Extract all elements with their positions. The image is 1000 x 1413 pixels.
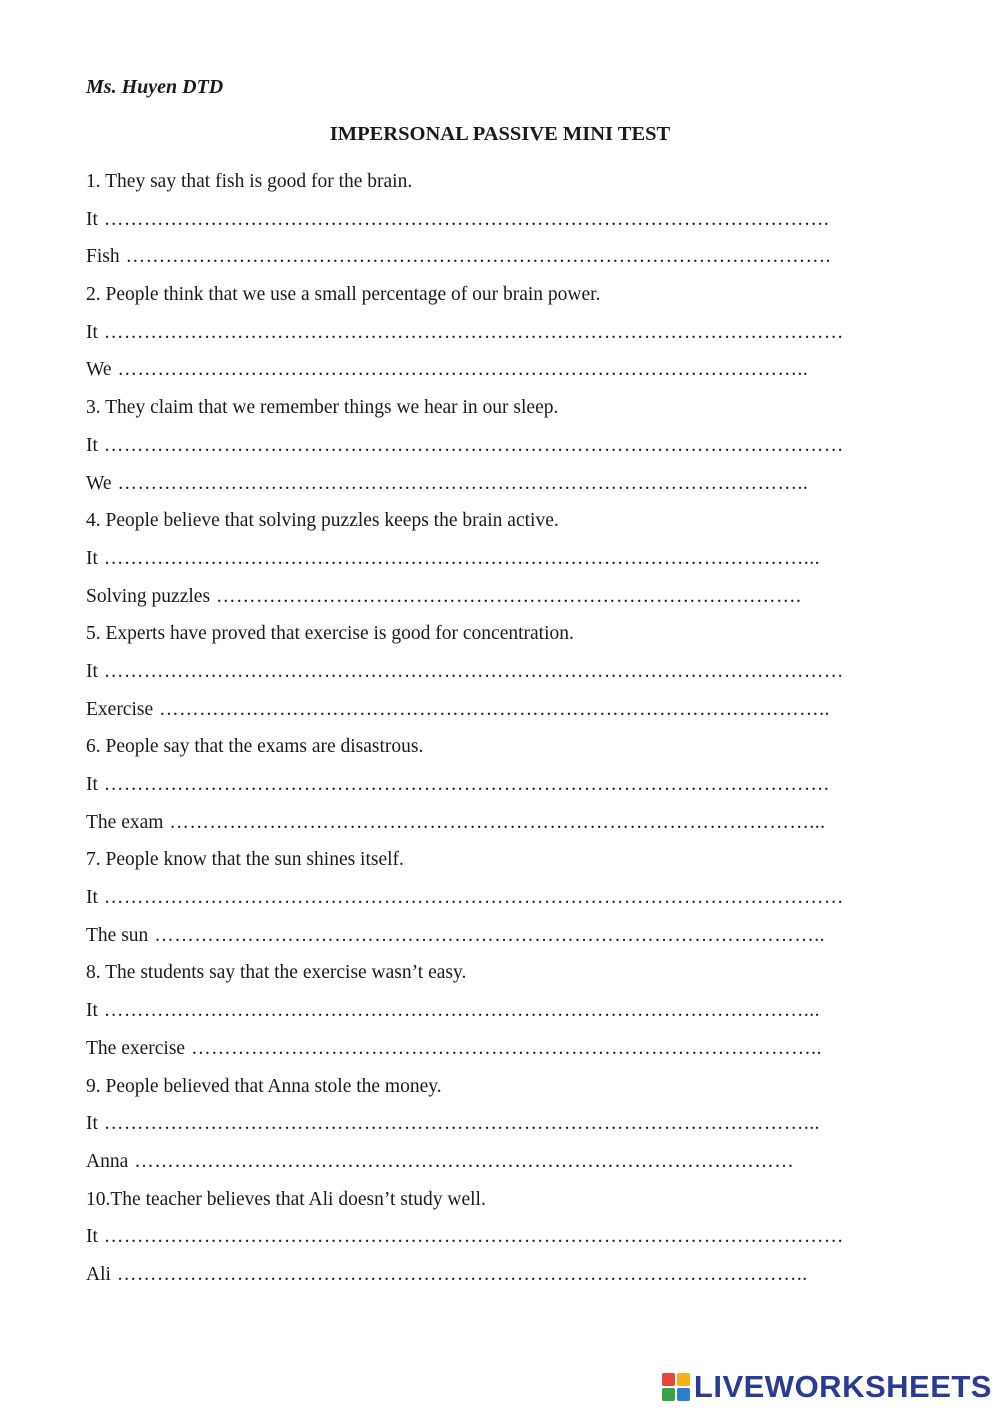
answer-line[interactable] <box>86 773 874 811</box>
answer-line[interactable] <box>86 472 874 510</box>
answer-starter: Anna <box>86 1150 129 1172</box>
answer-line[interactable] <box>86 924 874 962</box>
answer-blank[interactable]: ………………………………………………………………………………………………… <box>103 887 844 909</box>
answer-blank[interactable]: ………………………………………………………………………………………………… <box>103 1226 844 1248</box>
answer-line[interactable] <box>86 208 874 246</box>
answer-blank[interactable]: ………………………………………………………………………………………….. <box>117 359 809 381</box>
question-prompt: 8. The students say that the exercise wasn’t easy. <box>86 962 467 984</box>
answer-starter: It <box>86 547 98 569</box>
answer-line[interactable] <box>86 660 874 698</box>
answer-starter: It <box>86 660 98 682</box>
logo-text: LIVEWORKSHEETS <box>693 1369 992 1404</box>
answer-blank[interactable]: ……………………………………………………………………………………….. <box>154 924 826 946</box>
logo-square-blue <box>677 1388 690 1401</box>
answer-line[interactable] <box>86 1037 874 1075</box>
answer-starter: It <box>86 1226 98 1248</box>
answer-blank[interactable]: ………………………………………………………………………………………………… <box>103 660 844 682</box>
answer-starter: Exercise <box>86 698 154 720</box>
answer-starter: It <box>86 208 98 230</box>
answer-line[interactable] <box>86 698 874 736</box>
answer-line[interactable] <box>86 358 874 396</box>
answer-starter: It <box>86 321 98 343</box>
answer-starter: It <box>86 887 98 909</box>
answer-blank[interactable]: ………………………………………………………………………………………………… <box>103 434 844 456</box>
logo-square-yellow <box>677 1373 690 1386</box>
answer-line[interactable] <box>86 1112 874 1150</box>
question-prompt: 10.The teacher believes that Ali doesn’t study well. <box>86 1188 486 1210</box>
answer-blank[interactable]: ……………………………………………………………………………………………. <box>125 246 831 268</box>
answer-line[interactable] <box>86 245 874 283</box>
answer-blank[interactable]: ……………………………………………………………………………………….. <box>159 698 830 720</box>
answer-starter: Fish <box>86 246 120 268</box>
answer-starter: It <box>86 1113 98 1135</box>
question-prompt: 9. People believed that Anna stole the money. <box>86 1075 442 1097</box>
logo-square-green <box>662 1388 675 1401</box>
liveworksheets-logo-icon <box>662 1373 690 1401</box>
answer-blank[interactable]: ……………………………………………………………………………………………... <box>103 1113 821 1135</box>
answer-line[interactable] <box>86 1150 874 1188</box>
answer-line[interactable] <box>86 1263 874 1301</box>
question-prompt: 4. People believe that solving puzzles keeps the brain active. <box>86 510 559 532</box>
question-prompt: 2. People think that we use a small percentage of our brain power. <box>86 284 601 306</box>
author-name: Ms. Huyen DTD <box>86 76 224 98</box>
question-prompt: 5. Experts have proved that exercise is good for concentration. <box>86 623 574 645</box>
answer-blank[interactable]: ………………………………………………………………………………………………. <box>103 774 830 795</box>
answer-line[interactable] <box>86 886 874 924</box>
answer-starter: The sun <box>86 924 149 946</box>
answer-line[interactable] <box>86 1225 874 1263</box>
answer-line[interactable] <box>86 585 874 623</box>
answer-blank[interactable]: ……………………………………………………………………………………... <box>169 811 826 833</box>
answer-starter: Ali <box>86 1263 111 1285</box>
answer-blank[interactable]: ……………………………………………………………………………………………... <box>103 547 821 569</box>
answer-blank[interactable]: ……………………………………………………………………………. <box>216 585 802 607</box>
answer-starter: It <box>86 434 98 456</box>
answer-line[interactable] <box>86 434 874 472</box>
answer-blank[interactable]: ………………………………………………………………………………….. <box>191 1037 822 1059</box>
page-title: IMPERSONAL PASSIVE MINI TEST <box>329 123 671 145</box>
question-prompt: 3. They claim that we remember things we hear in our sleep. <box>86 397 559 419</box>
question-list <box>86 170 886 1301</box>
answer-starter: Solving puzzles <box>86 585 211 607</box>
answer-starter: It <box>86 774 98 795</box>
logo-square-red <box>662 1373 675 1386</box>
answer-blank[interactable]: ………………………………………………………………………………………………. <box>103 208 830 230</box>
question-prompt: 1. They say that fish is good for the brain. <box>86 171 413 192</box>
answer-blank[interactable]: ……………………………………………………………………………………………... <box>103 1000 821 1022</box>
answer-line[interactable] <box>86 811 874 849</box>
answer-starter: It <box>86 1000 98 1022</box>
answer-blank[interactable]: ……………………………………………………………………………………… <box>134 1150 795 1172</box>
answer-starter: The exercise <box>86 1037 186 1059</box>
answer-starter: We <box>86 472 112 494</box>
answer-line[interactable] <box>86 321 874 359</box>
question-prompt: 7. People know that the sun shines itself. <box>86 849 404 871</box>
answer-blank[interactable]: ………………………………………………………………………………………….. <box>117 472 809 494</box>
answer-starter: The exam <box>86 811 164 833</box>
answer-blank[interactable]: ………………………………………………………………………………………….. <box>116 1263 808 1285</box>
answer-blank[interactable]: ………………………………………………………………………………………………… <box>103 321 844 343</box>
answer-line[interactable] <box>86 999 874 1037</box>
question-prompt: 6. People say that the exams are disastrous. <box>86 736 424 758</box>
answer-line[interactable] <box>86 547 874 585</box>
liveworksheets-logo[interactable] <box>662 1369 992 1405</box>
answer-starter: We <box>86 359 112 381</box>
